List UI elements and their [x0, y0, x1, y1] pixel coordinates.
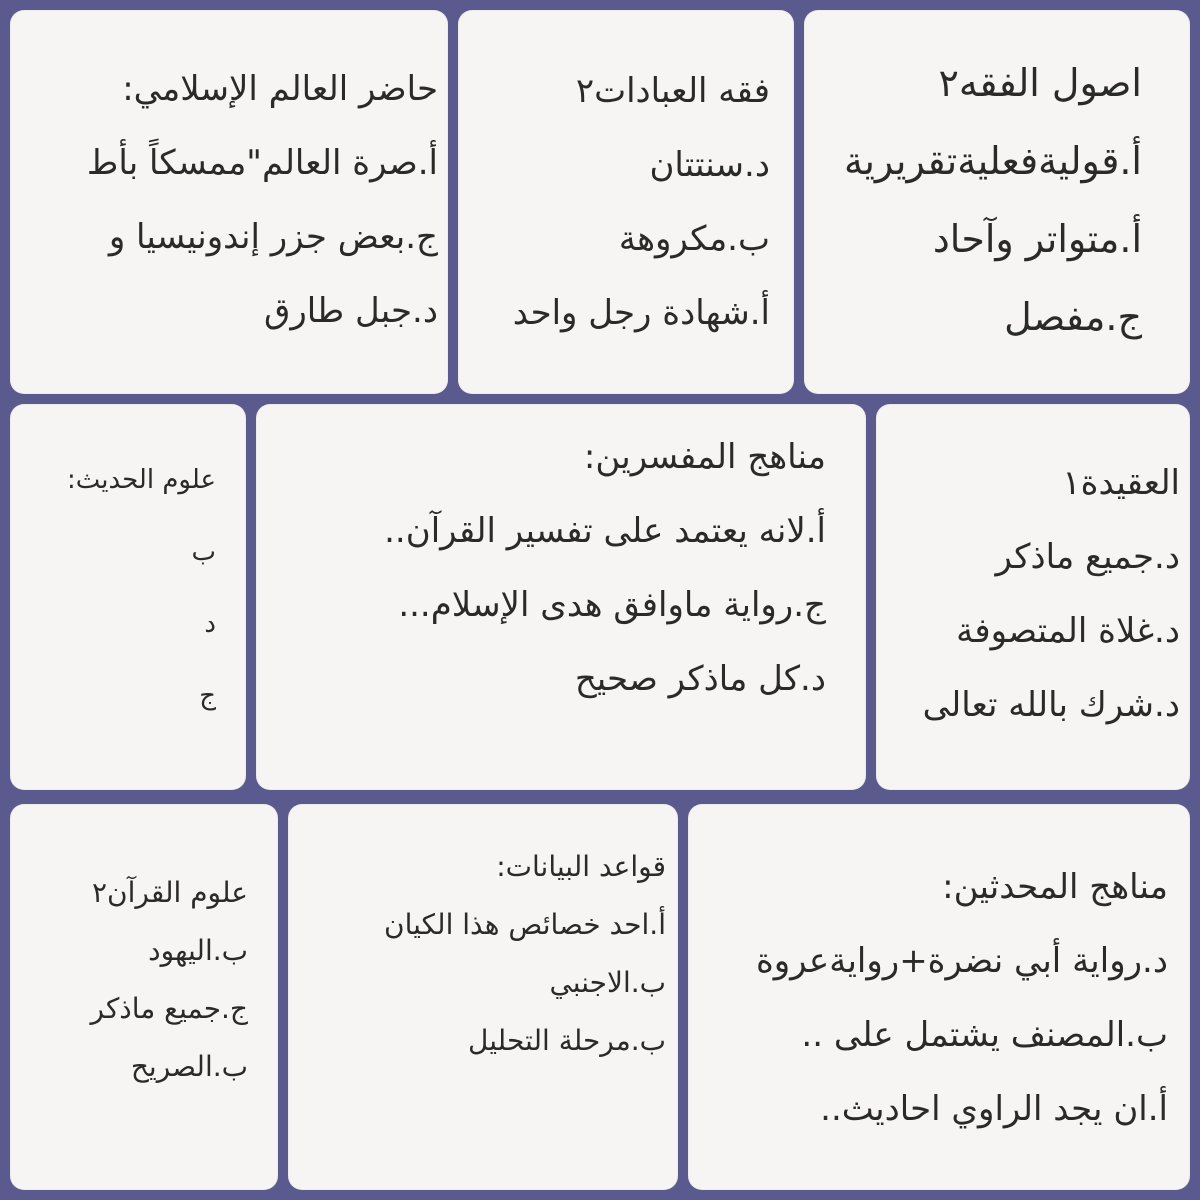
card-title: مناهج المفسرين:	[583, 437, 826, 477]
answer-line: د.غلاة المتصوفة	[956, 611, 1180, 651]
answer-line: أ.قوليةفعليةتقريرية	[843, 139, 1142, 183]
card-hadir-alam-islami	[10, 10, 448, 394]
answer-line: د	[204, 609, 216, 639]
answer-line: ج.مفصل	[1004, 295, 1142, 339]
card-ulum-hadith	[10, 404, 246, 790]
answer-line: أ.صرة العالم"ممسكاً بأط	[86, 143, 438, 183]
card-fiqh-ibadat	[458, 10, 794, 394]
answer-line: د.كل ماذكر صحيح	[574, 659, 826, 699]
answer-line: د.شرك بالله تعالى	[922, 685, 1180, 725]
card-manahij-muhaddithin	[688, 804, 1190, 1190]
answer-line: أ.ان يجد الراوي احاديث..	[820, 1089, 1168, 1129]
answer-line: أ.شهادة رجل واحد	[512, 293, 770, 333]
answer-line: أ.لانه يعتمد على تفسير القرآن..	[384, 511, 826, 551]
answer-line: د.جميع ماذكر	[995, 537, 1180, 577]
card-title: علوم القرآن٢	[92, 876, 248, 909]
answer-line: ب.المصنف يشتمل على ..	[801, 1015, 1168, 1055]
answer-line: د.سنتتان	[649, 145, 770, 185]
card-title: اصول الفقه٢	[938, 61, 1142, 105]
card-ulum-quran	[10, 804, 278, 1190]
answer-line: ب.الاجنبي	[549, 966, 666, 999]
answer-line: د.جبل طارق	[263, 291, 438, 331]
answer-line: أ.متواتر وآحاد	[932, 217, 1142, 261]
card-usul-fiqh	[804, 10, 1190, 394]
card-title: حاضر العالم الإسلامي:	[122, 69, 438, 109]
answer-line: ب.اليهود	[148, 934, 248, 967]
card-title: مناهج المحدثين:	[942, 867, 1168, 907]
card-title: العقيدة١	[1062, 463, 1180, 503]
answer-line: ج	[199, 681, 216, 711]
card-title: قواعد البيانات:	[496, 850, 666, 883]
card-title: فقه العبادات٢	[575, 71, 770, 111]
answer-line: ب	[191, 537, 216, 567]
card-manahij-mufassirin	[256, 404, 866, 790]
answer-line: ب.مرحلة التحليل	[468, 1024, 666, 1057]
answer-line: ج.بعض جزر إندونيسيا و	[108, 217, 438, 257]
card-title: علوم الحديث:	[66, 465, 216, 495]
answer-line: ج.جميع ماذكر	[90, 992, 248, 1025]
answer-line: ب.الصريح	[130, 1050, 248, 1083]
answer-line: ب.مكروهة	[618, 219, 770, 259]
answer-line: ج.رواية ماوافق هدى الإسلام...	[398, 585, 826, 625]
answer-line: د.رواية أبي نضرة+روايةعروة	[755, 941, 1168, 981]
card-aqeedah	[876, 404, 1190, 790]
answer-line: أ.احد خصائص هذا الكيان	[384, 908, 666, 941]
card-qawaid-bayanat	[288, 804, 678, 1190]
